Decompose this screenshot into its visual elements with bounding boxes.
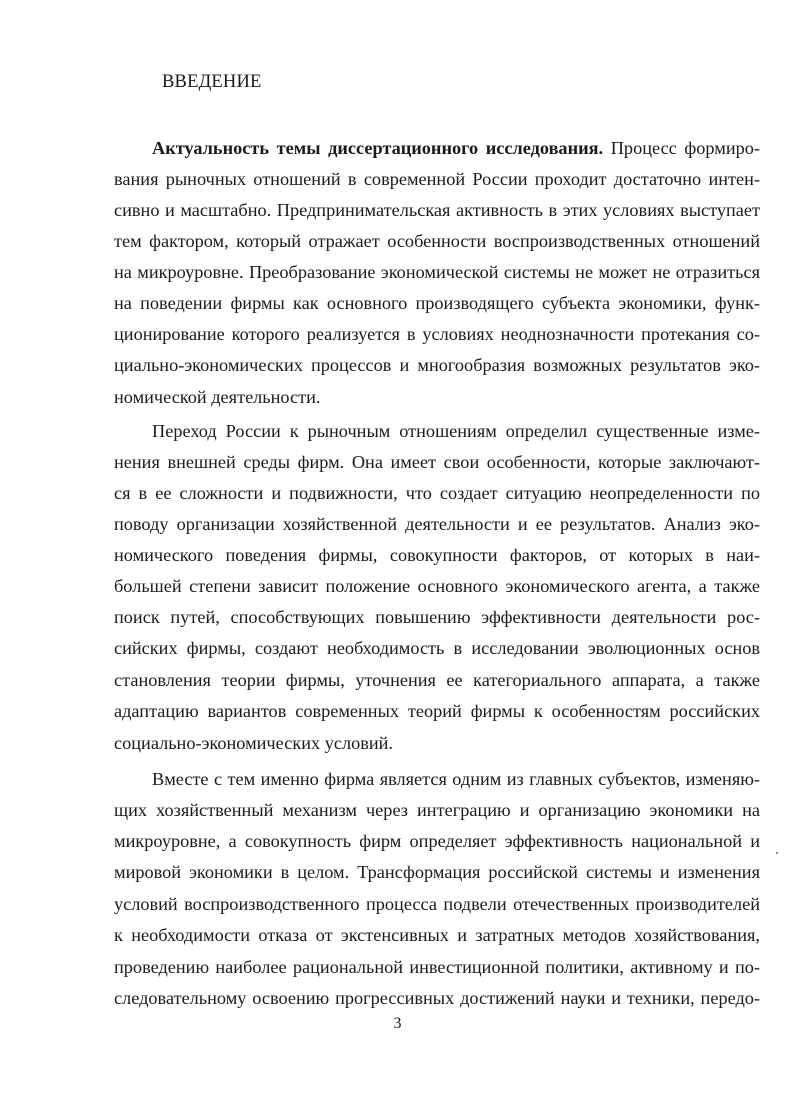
paragraph-line <box>152 136 760 160</box>
scan-speck <box>776 852 778 854</box>
paragraph-line: сивно и масштабно. Предпринимательская активность в этих условиях выступает <box>114 200 760 220</box>
paragraph-line: следовательному освоению прогрессивных достижений науки и техники, передо- <box>114 988 760 1008</box>
paragraph-line: вания рыночных отношений в современной России проходит достаточно интен- <box>114 169 760 189</box>
paragraph-line: нения внешней среды фирм. Она имеет свои особенности, которые заключают- <box>114 452 760 472</box>
paragraph-line: проведению наиболее рациональной инвестиционной политики, активному и по- <box>114 957 760 977</box>
paragraph-line: Переход России к рыночным отношениям определил существенные изме- <box>152 421 760 441</box>
paragraph-line: номического поведения фирмы, совокупности факторов, от которых в наи- <box>114 545 760 565</box>
paragraph-line: социально-экономических условий. <box>114 733 393 753</box>
page-number: 3 <box>393 1015 402 1032</box>
paragraph-line: на поведении фирмы как основного производящего субъекта экономики, функ- <box>114 293 760 313</box>
paragraph-line: условий воспроизводственного процесса подвели отечественных производителей <box>114 894 760 914</box>
paragraph-line: к необходимости отказа от экстенсивных и затратных методов хозяйствования, <box>114 925 760 945</box>
line-text: Процесс формиро- <box>603 138 760 158</box>
paragraph-line: ционирование которого реализуется в условиях неоднозначности протекания со- <box>114 324 760 344</box>
paragraph-line: на микроуровне. Преобразование экономической системы не может не отразиться <box>114 262 760 282</box>
paragraph-line: Вместе с тем именно фирма является одним из главных субъектов, изменяю- <box>152 769 760 789</box>
paragraph-line: щих хозяйственный механизм через интеграцию и организацию экономики на <box>114 800 760 820</box>
paragraph-line: становления теории фирмы, уточнения ее категориального аппарата, а также <box>114 670 760 690</box>
paragraph-line: поводу организации хозяйственной деятельности и ее результатов. Анализ эко- <box>114 514 760 534</box>
bold-lead-phrase: Актуальность темы диссертационного исследования. <box>152 138 604 158</box>
paragraph-line: ся в ее сложности и подвижности, что создает ситуацию неопределенности по <box>114 483 760 503</box>
paragraph-line: тем фактором, который отражает особенности воспроизводственных отношений <box>114 231 760 251</box>
paragraph-line: большей степени зависит положение основного экономического агента, а также <box>114 576 760 596</box>
paragraph-line: адаптацию вариантов современных теорий фирмы к особенностям российских <box>114 701 760 721</box>
paragraph-line: микроуровне, а совокупность фирм определяет эффективность национальной и <box>114 831 760 851</box>
paragraph-line: циально-экономических процессов и многообразия возможных результатов эко- <box>114 355 760 375</box>
paragraph-line: сийских фирмы, создают необходимость в исследовании эволюционных основ <box>114 638 760 658</box>
paragraph-line: мировой экономики в целом. Трансформация российской системы и изменения <box>114 862 760 882</box>
section-heading: ВВЕДЕНИЕ <box>162 72 262 92</box>
paragraph-line: номической деятельности. <box>114 387 321 407</box>
paragraph-line: поиск путей, способствующих повышению эффективности деятельности рос- <box>114 607 760 627</box>
